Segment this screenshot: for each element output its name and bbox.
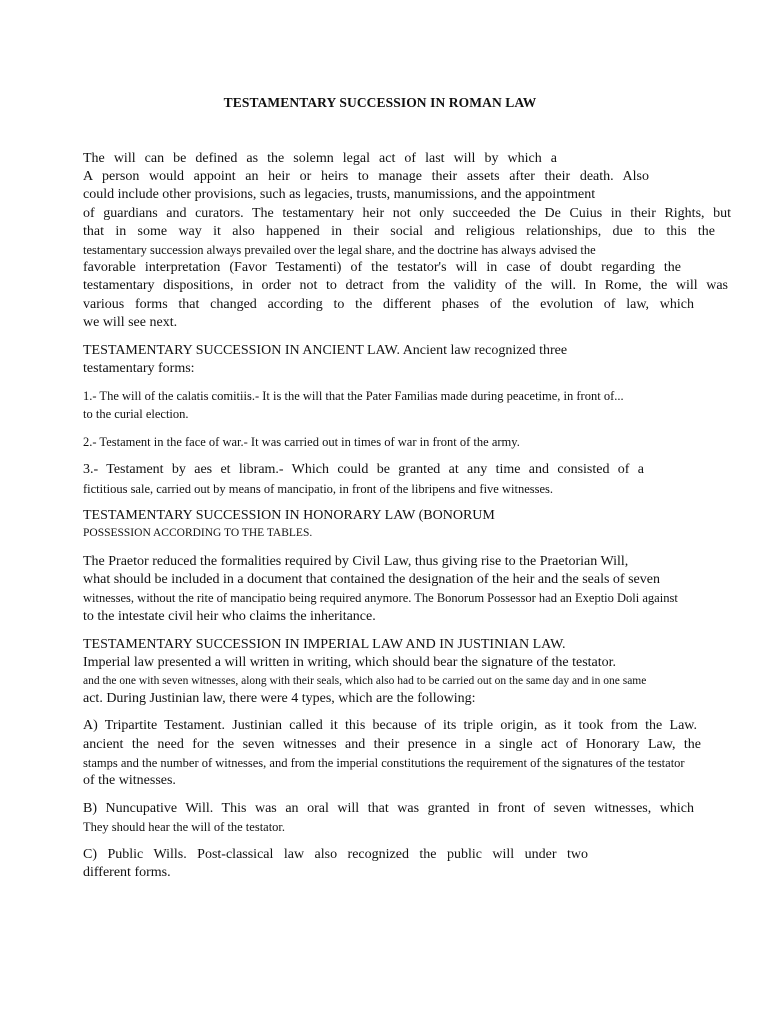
honorary-heading-line-1: TESTAMENTARY SUCCESSION IN HONORARY LAW (BONORUM bbox=[83, 508, 495, 523]
praetor-line-2: what should be included in a document that contained the designation of the heir and the seals of seven bbox=[83, 572, 660, 587]
intro-line-3: could include other provisions, such as legacies, trusts, manumissions, and the appointment bbox=[83, 187, 596, 202]
item-a-line-1: A) Tripartite Testament. Justinian called it this because of its triple origin, as it took from the Law. bbox=[83, 718, 697, 733]
imperial-line-2: and the one with seven witnesses, along with their seals, which also had to be carried out on the same day and in one same bbox=[83, 675, 647, 687]
item-c-line-1: C) Public Wills. Post-classical law also recognized the public will under two bbox=[83, 847, 588, 862]
intro-line-8: testamentary dispositions, in order not to detract from the validity of the will. In Rome, the will was bbox=[83, 278, 728, 293]
honorary-heading-line-2: POSSESSION ACCORDING TO THE TABLES. bbox=[83, 527, 313, 539]
praetor-line-3: witnesses, without the rite of mancipatio being required anymore. The Bonorum Possessor had an Exeptio Doli against bbox=[83, 591, 678, 605]
imperial-line-3: act. During Justinian law, there were 4 types, which are the following: bbox=[83, 691, 476, 706]
item-b-line-1: B) Nuncupative Will. This was an oral will that was granted in front of seven witnesses, which bbox=[83, 801, 694, 816]
item-a-line-4: of the witnesses. bbox=[83, 773, 176, 788]
item-a-line-3: stamps and the number of witnesses, and from the imperial constitutions the requirement of the signatures of the testator bbox=[83, 756, 685, 770]
imperial-heading: TESTAMENTARY SUCCESSION IN IMPERIAL LAW AND IN JUSTINIAN LAW. bbox=[83, 637, 566, 652]
intro-line-1: The will can be defined as the solemn legal act of last will by which a bbox=[83, 151, 557, 166]
item-b-line-2: They should hear the will of the testator. bbox=[83, 820, 286, 834]
intro-line-9: various forms that changed according to the different phases of the evolution of law, which bbox=[83, 297, 694, 312]
intro-line-6: testamentary succession always prevailed over the legal share, and the doctrine has always advised the bbox=[83, 243, 596, 257]
intro-line-2: A person would appoint an heir or heirs to manage their assets after their death. Also bbox=[83, 169, 649, 184]
item-c-line-2: different forms. bbox=[83, 865, 171, 880]
item-3-line-1: 3.- Testament by aes et libram.- Which could be granted at any time and consisted of a bbox=[83, 462, 644, 477]
item-3-line-2: fictitious sale, carried out by means of mancipatio, in front of the libripens and five witnesses. bbox=[83, 482, 554, 496]
item-a-line-2: ancient the need for the seven witnesses and their presence in a single act of Honorary Law, the bbox=[83, 737, 701, 752]
intro-line-5: that in some way it also happened in their social and religious relationships, due to this the bbox=[83, 224, 715, 239]
intro-line-7: favorable interpretation (Favor Testamenti) of the testator's will in case of doubt regarding the bbox=[83, 260, 681, 275]
ancient-heading-line-1: TESTAMENTARY SUCCESSION IN ANCIENT LAW. Ancient law recognized three bbox=[83, 343, 568, 358]
item-1-line-2: to the curial election. bbox=[83, 407, 189, 421]
imperial-line-1: Imperial law presented a will written in writing, which should bear the signature of the testator. bbox=[83, 655, 617, 670]
document-title: TESTAMENTARY SUCCESSION IN ROMAN LAW bbox=[223, 95, 537, 110]
praetor-line-1: The Praetor reduced the formalities required by Civil Law, thus giving rise to the Praetorian Will, bbox=[83, 554, 629, 569]
intro-line-4: of guardians and curators. The testamentary heir not only succeeded the De Cuius in their Rights, but bbox=[83, 206, 731, 221]
praetor-line-4: to the intestate civil heir who claims the inheritance. bbox=[83, 609, 376, 624]
ancient-heading-line-2: testamentary forms: bbox=[83, 361, 195, 376]
item-2-line-1: 2.- Testament in the face of war.- It was carried out in times of war in front of the army. bbox=[83, 435, 520, 449]
intro-line-10: we will see next. bbox=[83, 315, 178, 330]
item-1-line-1: 1.- The will of the calatis comitiis.- It is the will that the Pater Familias made during peacetime, in front of... bbox=[83, 389, 624, 403]
